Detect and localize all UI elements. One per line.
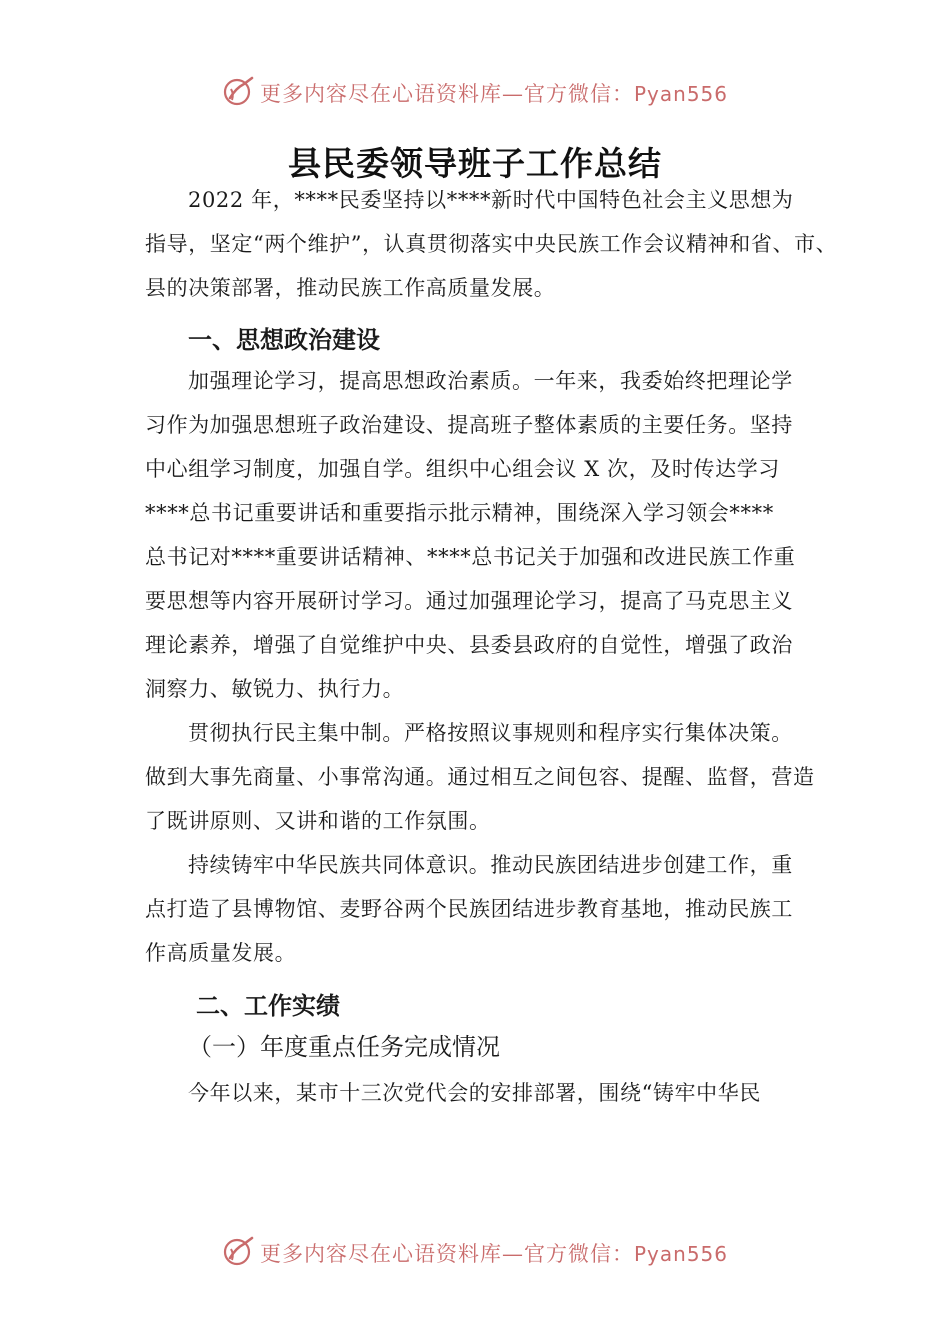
s1p1-line-6: 要思想等内容开展研讨学习。通过加强理论学习，提高了马克思主义 <box>145 589 793 613</box>
intro-line-3: 县的决策部署，推动民族工作高质量发展。 <box>145 276 556 300</box>
hand-pen-icon <box>222 1236 256 1271</box>
s1p2-line-2: 做到大事先商量、小事常沟通。通过相互之间包容、提醒、监督，营造 <box>145 765 815 789</box>
s1p1-line-5: 总书记对****重要讲话精神、****总书记关于加强和改进民族工作重 <box>145 545 796 569</box>
section-subheading-2-1: （一）年度重点任务完成情况 <box>188 1033 500 1061</box>
page-title: 县民委领导班子工作总结 <box>288 144 662 183</box>
watermark-text-en: Pyan556 <box>633 82 728 106</box>
s1p1-line-7: 理论素养，增强了自觉维护中央、县委县政府的自觉性，增强了政治 <box>145 633 793 657</box>
watermark-header <box>0 78 950 113</box>
section-heading-1: 一、思想政治建设 <box>188 326 380 354</box>
s1p2-line-1: 贯彻执行民主集中制。严格按照议事规则和程序实行集体决策。 <box>188 721 793 745</box>
watermark-text-en: Pyan556 <box>633 1242 728 1266</box>
s1p1-line-4: ****总书记重要讲话和重要指示批示精神，围绕深入学习领会**** <box>145 501 774 525</box>
section-heading-2: 二、工作实绩 <box>196 992 340 1020</box>
hand-pen-icon <box>222 76 256 111</box>
intro-line-2: 指导，坚定“两个维护”，认真贯彻落实中央民族工作会议精神和省、市、 <box>145 232 838 256</box>
s1p3-line-3: 作高质量发展。 <box>145 941 297 965</box>
s1p3-line-2: 点打造了县博物馆、麦野谷两个民族团结进步教育基地，推动民族工 <box>145 897 793 921</box>
s1p1-line-3: 中心组学习制度，加强自学。组织中心组会议 X 次，及时传达学习 <box>145 457 780 481</box>
s2p1-line-1: 今年以来，某市十三次党代会的安排部署，围绕“铸牢中华民 <box>188 1081 761 1105</box>
watermark-footer <box>0 1238 950 1273</box>
watermark-text-cn: 更多内容尽在心语资料库—官方微信： <box>259 1242 634 1266</box>
watermark-text-cn: 更多内容尽在心语资料库—官方微信： <box>259 82 634 106</box>
intro-line-1: 2022 年，****民委坚持以****新时代中国特色社会主义思想为 <box>188 188 794 212</box>
s1p1-line-1: 加强理论学习，提高思想政治素质。一年来，我委始终把理论学 <box>188 369 793 393</box>
s1p1-line-2: 习作为加强思想班子政治建设、提高班子整体素质的主要任务。坚持 <box>145 413 793 437</box>
s1p1-line-8: 洞察力、敏锐力、执行力。 <box>145 677 405 701</box>
s1p2-line-3: 了既讲原则、又讲和谐的工作氛围。 <box>145 809 491 833</box>
s1p3-line-1: 持续铸牢中华民族共同体意识。推动民族团结进步创建工作，重 <box>188 853 793 877</box>
